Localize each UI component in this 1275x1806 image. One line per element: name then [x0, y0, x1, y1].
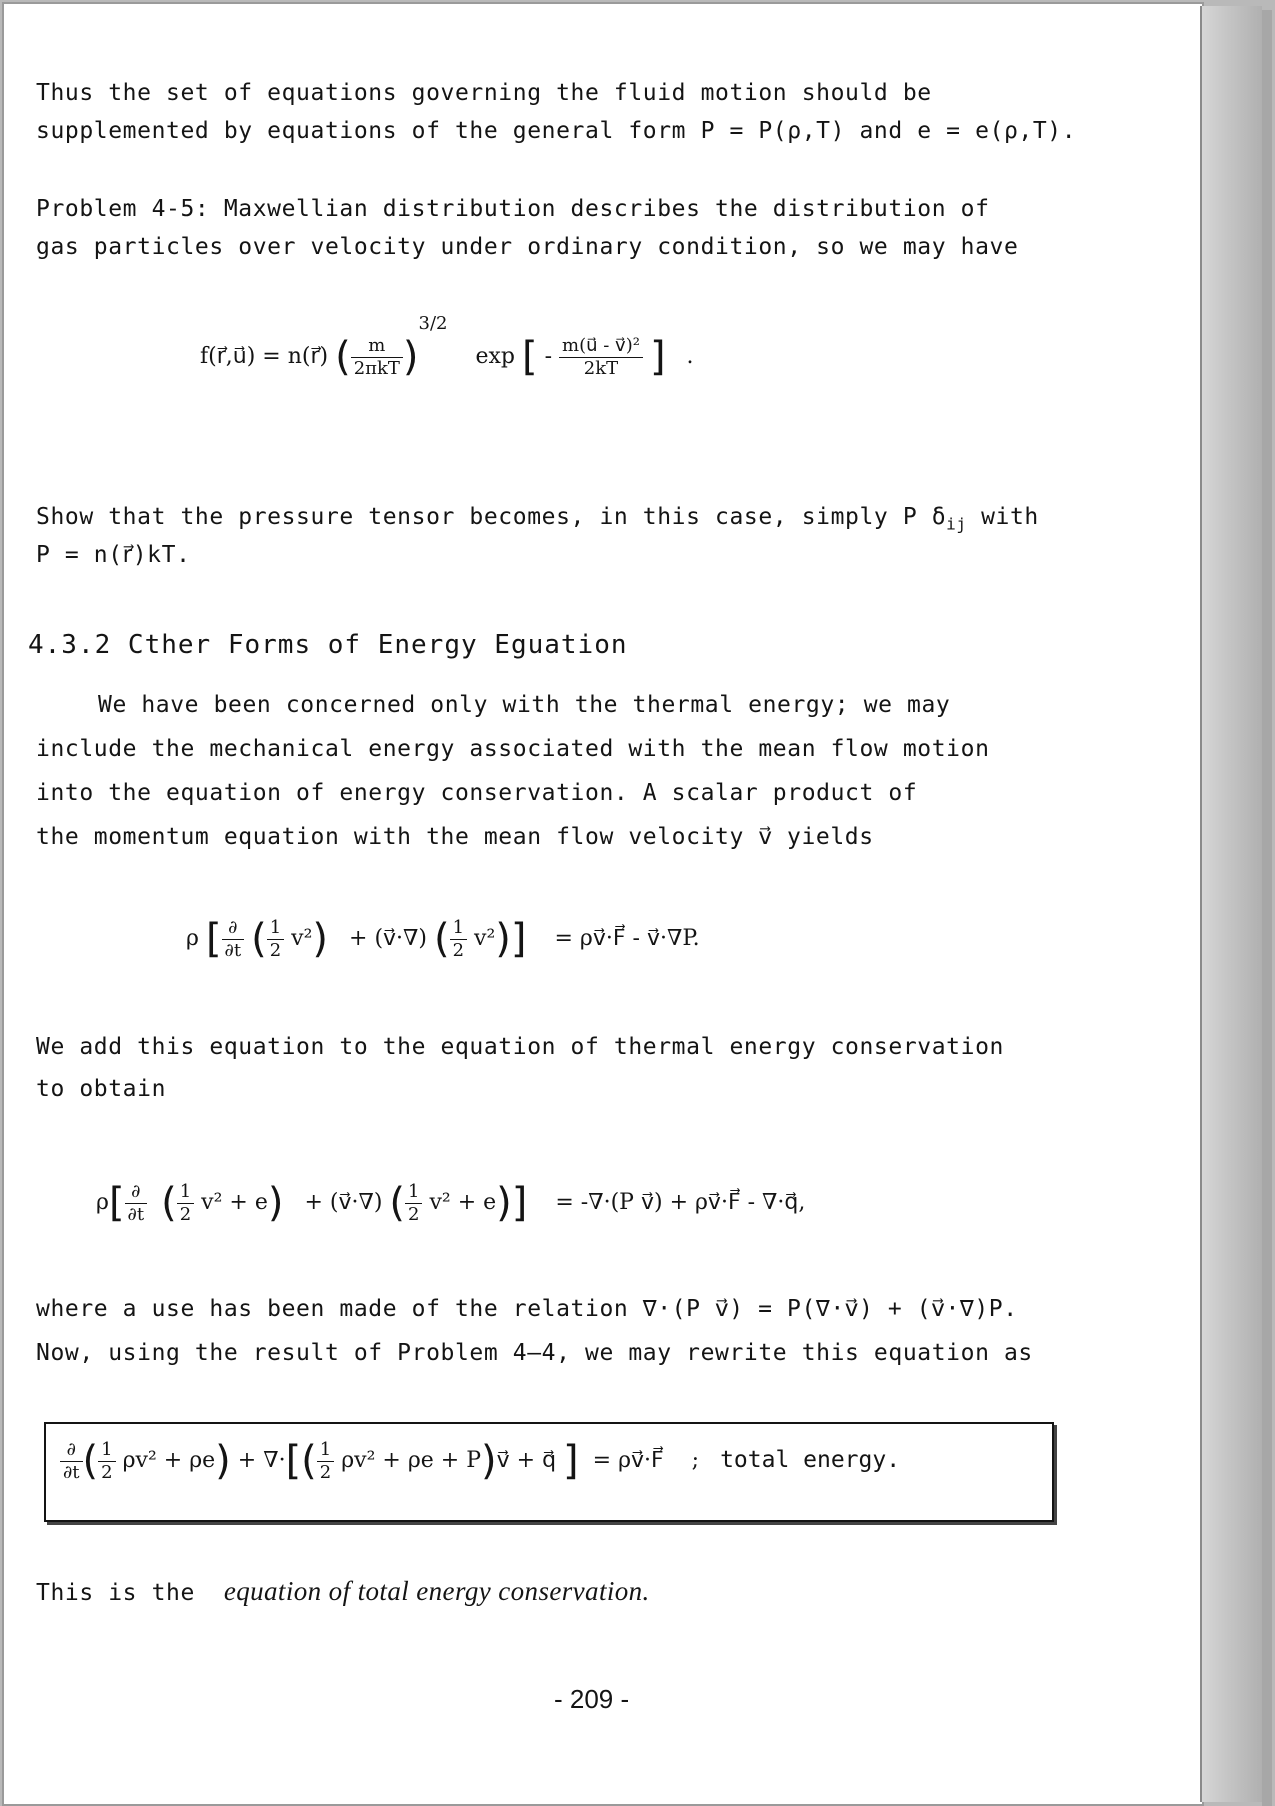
paren-close: ): [267, 1180, 284, 1226]
term: v² + e: [429, 1190, 497, 1215]
denominator: 2: [179, 1203, 192, 1225]
energy-equation: [96, 1180, 805, 1226]
minus: -: [544, 344, 553, 369]
denominator: ∂t: [127, 1203, 145, 1225]
exp-word: exp: [475, 344, 515, 369]
italic-text: equation of total energy conservation.: [223, 1576, 650, 1606]
bracket-open: [: [521, 334, 538, 380]
semicolon: ;: [691, 1448, 700, 1473]
boxed-equation: [44, 1422, 1054, 1522]
fraction: [60, 1439, 83, 1484]
paren-open: (: [301, 1438, 317, 1484]
numerator: m: [351, 335, 403, 358]
paren-close: ): [481, 1438, 497, 1484]
denominator: 2: [408, 1203, 420, 1225]
bracket-open: [: [285, 1438, 302, 1484]
numerator: 1: [405, 1181, 422, 1204]
paragraph-line: where a use has been made of the relation ∇·(P v⃗) = P(∇·v⃗) + (v⃗·∇)P.: [36, 1296, 1018, 1322]
term: v²: [291, 926, 313, 951]
fraction: [222, 917, 245, 962]
term: ρv² + ρe: [122, 1448, 216, 1473]
exponent: 3/2: [418, 313, 448, 334]
paragraph-line: Now, using the result of Problem 4–4, we may rewrite this equation as: [36, 1340, 1033, 1366]
rho: ρ: [96, 1190, 109, 1215]
denominator: ∂t: [63, 1461, 80, 1483]
paren-open: (: [82, 1438, 99, 1484]
paren-close: ): [496, 1180, 512, 1226]
paragraph-line: the momentum equation with the mean flow velocity v⃗ yields: [36, 824, 874, 850]
text: This is the: [36, 1580, 195, 1606]
section-heading: 4.3.2 Cther Forms of Energy Eguation: [28, 630, 628, 660]
denominator: 2: [319, 1461, 332, 1483]
paren-open: (: [389, 1180, 406, 1226]
paragraph-line: We add this equation to the equation of thermal energy conservation: [36, 1034, 1004, 1060]
eq-rhs: = -∇·(P v⃗) + ρv⃗·F⃗ - ∇·q⃗,: [555, 1190, 806, 1215]
paragraph-line: [36, 504, 1039, 534]
term: ρv² + ρe + P: [341, 1448, 482, 1473]
momentum-equation: [186, 916, 700, 962]
text: with: [981, 504, 1039, 530]
page-number: - 209 -: [554, 1684, 630, 1714]
term: v⃗ + q⃗: [496, 1448, 557, 1473]
fraction: [125, 1181, 148, 1226]
equation-label: total energy.: [720, 1447, 901, 1473]
fraction: [317, 1439, 334, 1484]
term: v²: [474, 926, 496, 951]
paren-open: (: [433, 916, 450, 962]
fraction: [450, 917, 467, 962]
fraction: [559, 335, 643, 380]
paren-open: (: [161, 1180, 177, 1226]
paragraph-line: We have been concerned only with the thermal energy; we may: [98, 692, 951, 718]
paren-open: (: [251, 916, 267, 962]
paren-open: (: [335, 334, 351, 380]
eq-lhs: f(r⃗,u⃗) = n(r⃗): [200, 344, 329, 369]
numerator: m(u⃗ - v⃗)²: [559, 335, 643, 358]
numerator: ∂: [125, 1181, 148, 1204]
denominator: 2: [269, 939, 282, 961]
denominator: 2πkT: [353, 357, 400, 379]
paren-close: ): [495, 916, 511, 962]
numerator: 1: [177, 1181, 194, 1204]
convective-op: (v⃗·∇): [374, 926, 427, 951]
bracket-close: ]: [511, 1180, 528, 1226]
paren-close: ): [215, 1438, 231, 1484]
paragraph-line: supplemented by equations of the general form P = P(ρ,T) and e = e(ρ,T).: [36, 118, 1077, 144]
fraction: [405, 1181, 422, 1226]
divergence-op: + ∇·: [237, 1448, 286, 1473]
bracket-open: [: [108, 1180, 125, 1226]
page-shadow: [1262, 10, 1272, 1806]
page-spine: [1200, 6, 1262, 1802]
convective-op: (v⃗·∇): [329, 1190, 383, 1215]
paren-close: ): [312, 916, 329, 962]
numerator: ∂: [222, 917, 245, 940]
rho: ρ: [186, 926, 199, 951]
eq-rhs: = ρv⃗·F⃗: [592, 1448, 664, 1473]
denominator: 2kT: [583, 357, 619, 379]
bracket-open: [: [205, 916, 222, 962]
denominator: ∂t: [224, 939, 242, 961]
paragraph-line: P = n(r⃗)kT.: [36, 542, 191, 568]
maxwell-equation: [200, 313, 694, 380]
eq-rhs: = ρv⃗·F⃗ - v⃗·∇P.: [554, 926, 700, 951]
paragraph-line: Thus the set of equations governing the fluid motion should be: [36, 80, 932, 106]
numerator: ∂: [60, 1439, 83, 1462]
text: Show that the pressure tensor becomes, in this case, simply P δ: [36, 504, 947, 530]
problem-statement: Problem 4-5: Maxwellian distribution describes the distribution of: [36, 196, 990, 222]
plus: +: [349, 926, 368, 951]
bracket-close: ]: [563, 1438, 579, 1484]
paragraph-line: include the mechanical energy associated with the mean flow motion: [36, 736, 990, 762]
fraction: [267, 917, 284, 962]
fraction: [177, 1181, 194, 1226]
paragraph-line: to obtain: [36, 1076, 167, 1102]
paren-close: ): [402, 334, 419, 380]
paragraph-line: [36, 1576, 650, 1607]
fraction: [98, 1439, 115, 1484]
fraction: [351, 335, 403, 380]
numerator: 1: [98, 1439, 115, 1462]
plus: +: [304, 1190, 323, 1215]
subscript: ij: [946, 514, 967, 534]
bracket-close: ]: [649, 334, 666, 380]
bracket-close: ]: [510, 916, 527, 962]
term: v² + e: [201, 1190, 268, 1215]
numerator: 1: [267, 917, 284, 940]
paragraph-line: into the equation of energy conservation. A scalar product of: [36, 780, 918, 806]
period: .: [686, 344, 694, 369]
document-page: [2, 2, 1204, 1806]
denominator: 2: [452, 939, 465, 961]
denominator: 2: [101, 1461, 113, 1483]
problem-statement: gas particles over velocity under ordinary condition, so we may have: [36, 234, 1019, 260]
numerator: 1: [317, 1439, 334, 1462]
numerator: 1: [450, 917, 467, 940]
total-energy-equation: [60, 1438, 900, 1484]
